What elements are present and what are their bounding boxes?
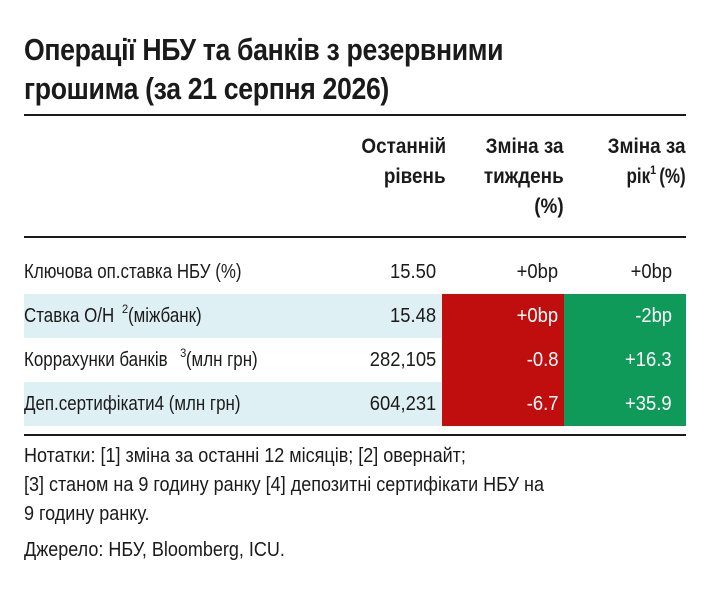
footnote-line: 9 годину ранку. bbox=[24, 503, 150, 525]
cell-week-change: +0bp bbox=[516, 261, 558, 283]
cell-last-level: 15.50 bbox=[389, 261, 436, 283]
divider-header bbox=[24, 236, 686, 238]
column-header-week-change: Зміна за тиждень (%) bbox=[484, 135, 564, 218]
divider-top bbox=[24, 114, 686, 116]
cell-week-change: -0.8 bbox=[442, 338, 564, 382]
title-line-2: грошима (за 21 серпня 2026) bbox=[24, 71, 389, 106]
column-header-last-level: Останній рівень bbox=[361, 135, 446, 188]
row-label: Деп.сертифікати4 (млн грн) bbox=[24, 393, 241, 415]
divider-bottom bbox=[24, 434, 686, 436]
cell-year-change: +16.3 bbox=[564, 338, 686, 382]
cell-last-level: 15.48 bbox=[389, 305, 436, 327]
table-row bbox=[24, 338, 686, 382]
source-note: Джерело: НБУ, Bloomberg, ICU. bbox=[24, 539, 285, 561]
row-label: Ключова оп.ставка НБУ (%) bbox=[24, 261, 242, 283]
cell-week-change: +0bp bbox=[442, 294, 564, 338]
footnotes bbox=[24, 442, 714, 529]
page-title bbox=[24, 30, 686, 110]
table-row bbox=[24, 382, 686, 426]
cell-last-level: 282,105 bbox=[369, 349, 436, 371]
cell-last-level: 604,231 bbox=[369, 393, 436, 415]
cell-year-change: -2bp bbox=[564, 294, 686, 338]
table-row bbox=[24, 294, 686, 338]
cell-year-change: +0bp bbox=[630, 261, 672, 283]
cell-year-change: +35.9 bbox=[564, 382, 686, 426]
footnote-line: [3] станом на 9 годину ранку [4] депозитні сертифікати НБУ на bbox=[24, 474, 544, 496]
column-header-year-change: Зміна за рік$^1$(%) bbox=[608, 135, 686, 188]
table-card bbox=[24, 30, 686, 561]
cell-week-change: -6.7 bbox=[442, 382, 564, 426]
title-line-1: Операції НБУ та банків з резервними bbox=[24, 32, 504, 67]
row-label: Ставка O/Н $^2$(міжбанк) bbox=[24, 302, 202, 327]
table-row bbox=[24, 250, 686, 294]
footnote-line: Нотатки: [1] зміна за останні 12 місяців; [2] овернайт; bbox=[24, 445, 466, 467]
row-label: Коррахунки банків $^3$(млн грн) bbox=[24, 346, 259, 371]
